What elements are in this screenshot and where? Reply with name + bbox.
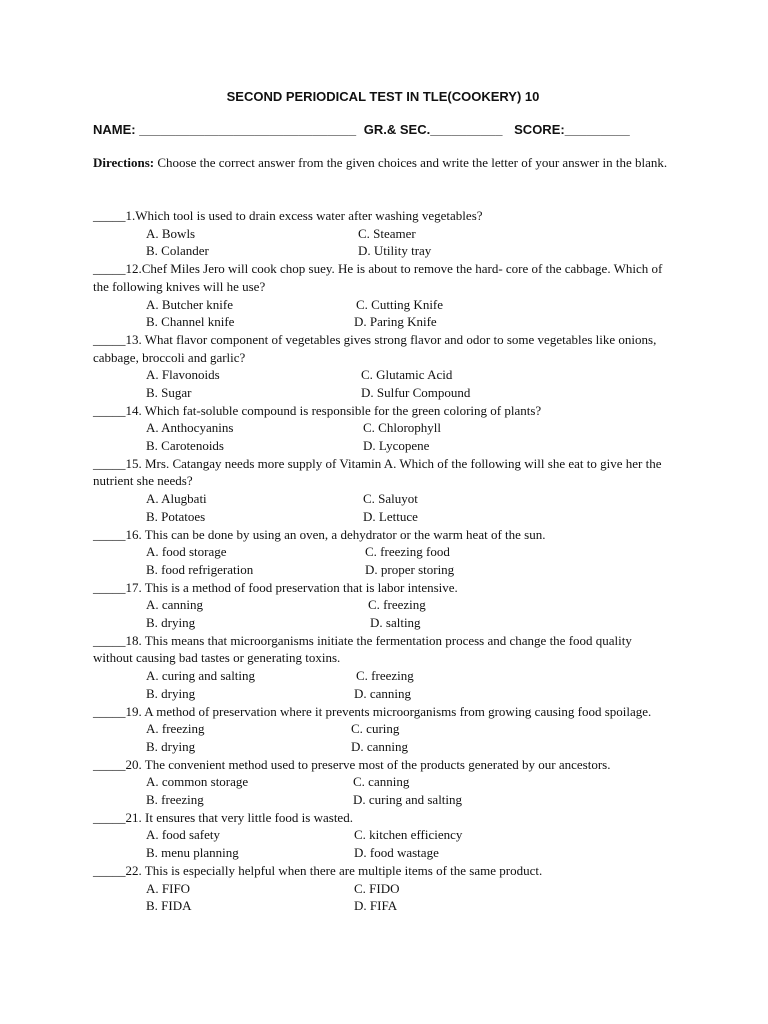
choice-c: C. kitchen efficiency <box>354 827 463 843</box>
answer-choices <box>93 826 673 861</box>
question-stem: _____13. What flavor component of vegetables gives strong flavor and odor to some vegetables like onions, cabbage, broccoli and garlic? <box>93 331 657 365</box>
choice-b: B. Carotenoids <box>146 438 224 454</box>
question-item <box>93 809 673 862</box>
question-list <box>93 207 673 915</box>
directions <box>93 154 673 172</box>
choice-d: D. canning <box>354 685 412 701</box>
choice-d: D. FIFA <box>354 898 398 914</box>
question-stem: _____14. Which fat-soluble compound is responsible for the green coloring of plants? <box>93 402 542 418</box>
choice-d: D. curing and salting <box>353 792 463 808</box>
choice-a: A. Anthocyanins <box>146 420 234 436</box>
choice-b: B. Potatoes <box>146 508 206 524</box>
choice-d: D. Lettuce <box>363 508 418 524</box>
choice-d: D. Lycopene <box>363 438 430 454</box>
choice-c: C. curing <box>351 721 400 737</box>
choice-a: A. freezing <box>146 721 205 737</box>
score-field-label: SCORE:_________ <box>514 122 630 137</box>
question-stem: _____20. The convenient method used to preserve most of the products generated by our ancestors. <box>93 756 611 772</box>
answer-choices <box>93 720 673 755</box>
choice-a: A. Butcher knife <box>146 296 234 312</box>
choice-d: D. proper storing <box>365 561 455 577</box>
question-stem: _____21. It ensures that very little food is wasted. <box>93 809 353 825</box>
choice-a: A. Flavonoids <box>146 367 220 383</box>
choice-b: B. food refrigeration <box>146 561 254 577</box>
answer-choices <box>93 296 673 331</box>
choice-d: D. canning <box>351 738 409 754</box>
question-stem: _____16. This can be done by using an oven, a dehydrator or the warm heat of the sun. <box>93 526 546 542</box>
choice-c: C. FIDO <box>354 880 400 896</box>
choice-a: A. curing and salting <box>146 668 256 684</box>
question-stem: _____19. A method of preservation where it prevents microorganisms from growing causing food spoilage. <box>93 703 652 719</box>
question-item <box>93 207 673 260</box>
question-item <box>93 526 673 579</box>
grade-section-field-label: GR.& SEC.__________ <box>363 122 503 137</box>
answer-choices <box>93 490 673 525</box>
question-stem: _____12.Chef Miles Jero will cook chop suey. He is about to remove the hard- core of the cabbage. Which of the following knives will he use? <box>93 261 663 294</box>
question-stem: _____17. This is a method of food preservation that is labor intensive. <box>93 579 458 595</box>
question-stem: _____18. This means that microorganisms initiate the fermentation process and change the food quality without causing bad tastes or generating toxins. <box>93 632 632 666</box>
choice-d: D. Paring Knife <box>354 314 437 330</box>
directions-label: Directions: <box>93 155 155 170</box>
choice-a: A. Alugbati <box>146 491 207 507</box>
choice-b: B. drying <box>146 685 196 701</box>
choice-b: B. Colander <box>146 243 209 259</box>
question-stem: _____1.Which tool is used to drain excess water after washing vegetables? <box>93 208 483 223</box>
choice-b: B. menu planning <box>146 845 239 861</box>
student-info-row <box>93 121 673 139</box>
choice-c: C. Glutamic Acid <box>361 367 453 383</box>
choice-a: A. common storage <box>146 774 249 790</box>
choice-c: C. Saluyot <box>363 491 418 507</box>
choice-c: C. Steamer <box>358 225 416 241</box>
choice-a: A. Bowls <box>146 225 196 241</box>
choice-d: D. Sulfur Compound <box>361 384 471 400</box>
page-title: SECOND PERIODICAL TEST IN TLE(COOKERY) 10 <box>226 89 540 104</box>
question-item <box>93 703 673 756</box>
choice-b: B. Channel knife <box>146 314 235 330</box>
question-item <box>93 756 673 809</box>
question-item <box>93 455 673 526</box>
question-item <box>93 632 673 703</box>
question-item <box>93 862 673 915</box>
choice-d: D. Utility tray <box>358 243 432 259</box>
choice-c: C. Cutting Knife <box>356 296 444 312</box>
choice-b: B. FIDA <box>146 898 192 914</box>
choice-d: D. food wastage <box>354 845 439 861</box>
choice-b: B. drying <box>146 615 196 631</box>
choice-c: C. freezing <box>356 668 414 684</box>
question-item <box>93 260 673 331</box>
choice-a: A. food storage <box>146 544 227 560</box>
answer-choices <box>93 366 673 401</box>
directions-text: Choose the correct answer from the given choices and write the letter of your answer in the blank. <box>154 155 668 170</box>
question-item <box>93 402 673 455</box>
choice-b: B. Sugar <box>146 384 192 400</box>
answer-choices <box>93 773 673 808</box>
choice-c: C. freezing food <box>365 544 450 560</box>
answer-choices <box>93 667 673 702</box>
question-item <box>93 579 673 632</box>
choice-d: D. salting <box>370 615 421 631</box>
answer-choices <box>93 225 673 260</box>
choice-b: B. drying <box>146 738 196 754</box>
choice-a: A. canning <box>146 597 204 613</box>
question-stem: _____15. Mrs. Catangay needs more supply of Vitamin A. Which of the following will she eat to give her the nutrient she needs? <box>93 455 662 489</box>
choice-c: C. Chlorophyll <box>363 420 442 436</box>
choice-b: B. freezing <box>146 792 204 808</box>
choice-a: A. FIFO <box>146 880 191 896</box>
answer-choices <box>93 543 673 578</box>
choice-c: C. canning <box>353 774 410 790</box>
answer-choices <box>93 880 673 915</box>
question-stem: _____22. This is especially helpful when there are multiple items of the same product. <box>93 862 543 878</box>
question-item <box>93 331 673 402</box>
choice-a: A. food safety <box>146 827 221 843</box>
answer-choices <box>93 596 673 631</box>
answer-choices <box>93 419 673 454</box>
choice-c: C. freezing <box>368 597 426 613</box>
name-field-label: NAME: ______________________________ <box>93 122 357 137</box>
